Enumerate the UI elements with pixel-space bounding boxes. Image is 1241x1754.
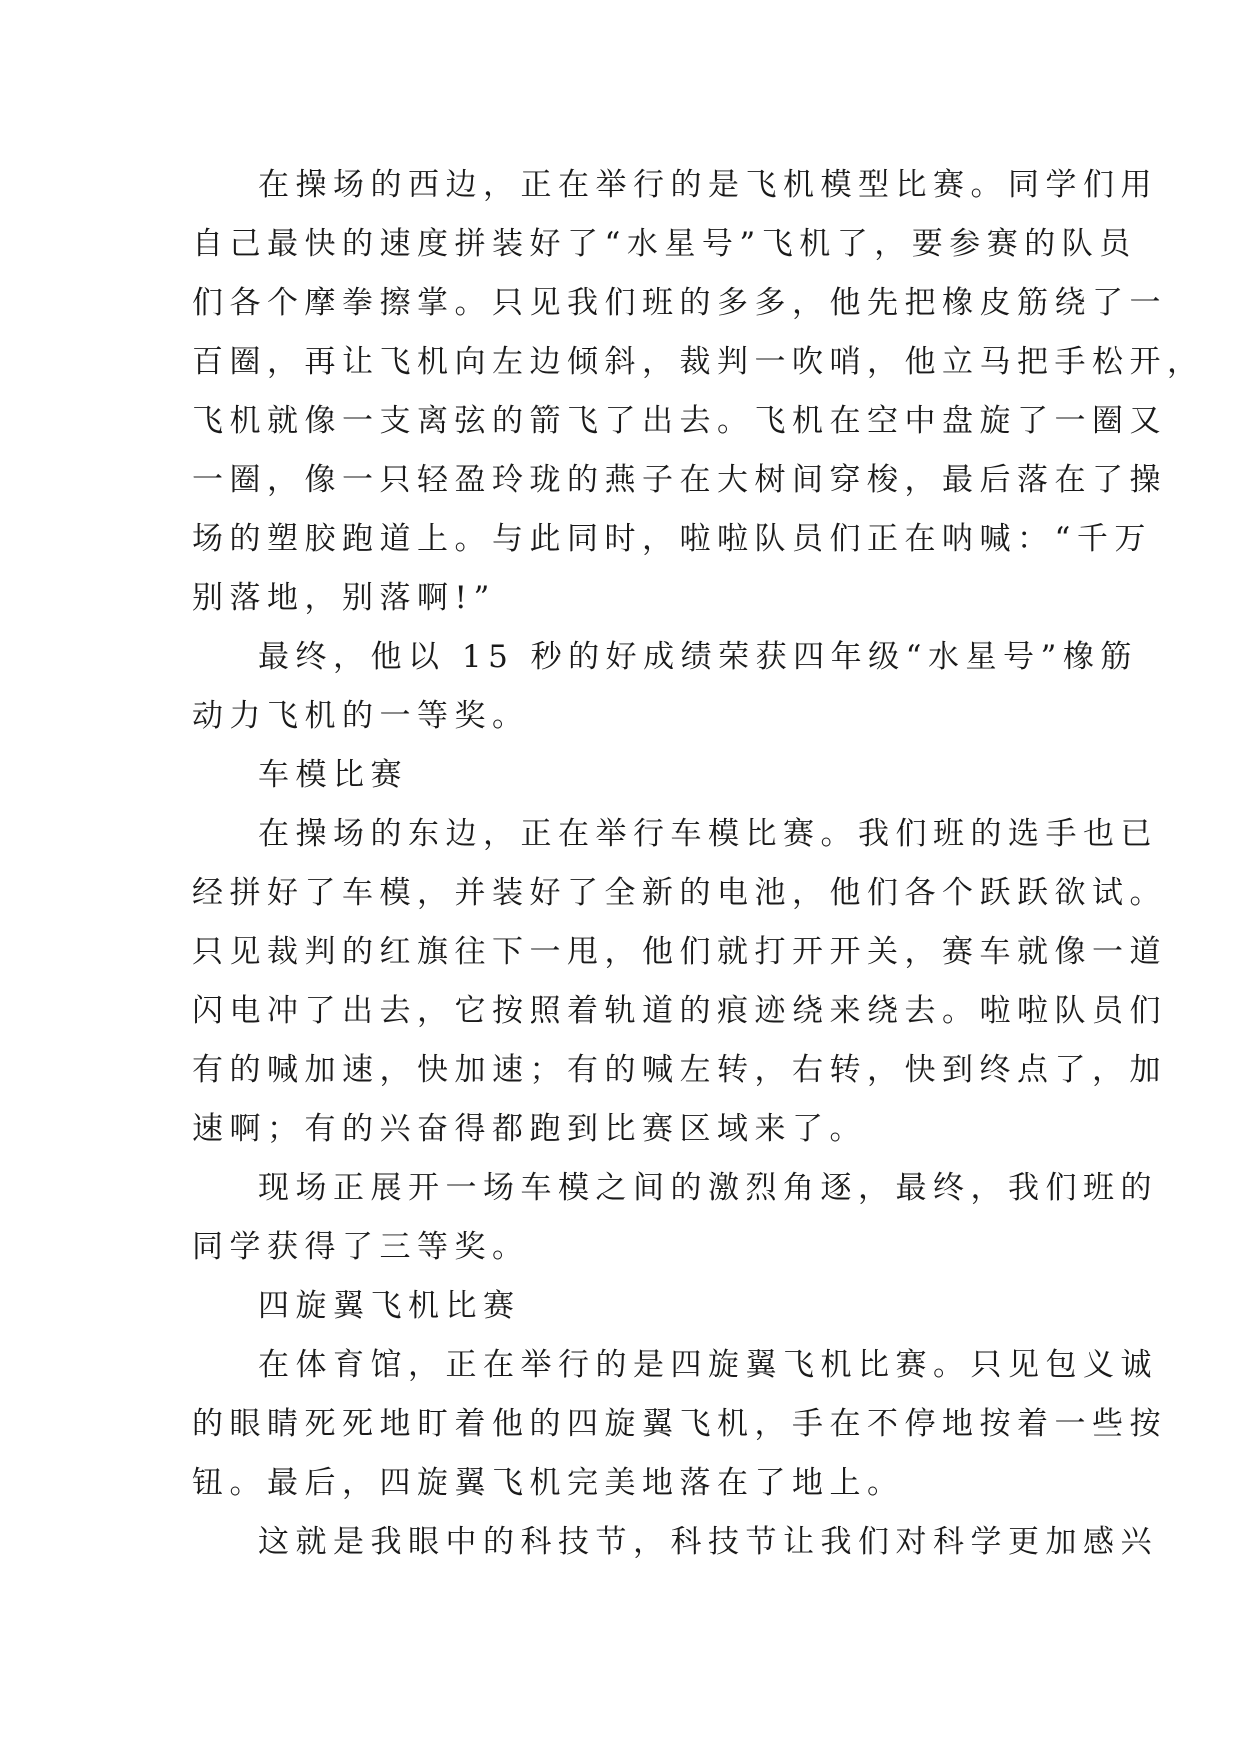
text-line: 四旋翼飞机比赛 [258,1288,521,1324]
text-line: 在体育馆，正在举行的是四旋翼飞机比赛。只见包义诚 [258,1347,1158,1383]
text-line: 同学获得了三等奖。 [192,1229,530,1265]
text-line: 车模比赛 [258,757,408,793]
text-line: 最终，他以 15 秒的好成绩荣获四年级“水星号”橡筋 [258,639,1138,675]
text-line: 钮。最后，四旋翼飞机完美地落在了地上。 [192,1465,905,1501]
text-line: 们各个摩拳擦掌。只见我们班的多多，他先把橡皮筋绕了一 [192,285,1167,321]
text-line: 在操场的东边，正在举行车模比赛。我们班的选手也已 [258,816,1158,852]
text-line: 飞机就像一支离弦的箭飞了出去。飞机在空中盘旋了一圈又 [192,403,1167,439]
text-line: 百圈，再让飞机向左边倾斜，裁判一吹哨，他立马把手松开， [192,344,1205,380]
text-line: 动力飞机的一等奖。 [192,698,530,734]
text-line: 经拼好了车模，并装好了全新的电池，他们各个跃跃欲试。 [192,875,1167,911]
text-line: 一圈，像一只轻盈玲珑的燕子在大树间穿梭，最后落在了操 [192,462,1167,498]
text-line: 场的塑胶跑道上。与此同时，啦啦队员们正在呐喊：“千万 [192,521,1152,557]
text-line: 有的喊加速，快加速；有的喊左转，右转，快到终点了，加 [192,1052,1167,1088]
text-line: 现场正展开一场车模之间的激烈角逐，最终，我们班的 [258,1170,1158,1206]
text-line: 速啊；有的兴奋得都跑到比赛区域来了。 [192,1111,867,1147]
text-line: 在操场的西边，正在举行的是飞机模型比赛。同学们用 [258,167,1158,203]
text-line: 的眼睛死死地盯着他的四旋翼飞机，手在不停地按着一些按 [192,1406,1167,1442]
text-line: 这就是我眼中的科技节，科技节让我们对科学更加感兴 [258,1524,1158,1560]
text-line: 只见裁判的红旗往下一甩，他们就打开开关，赛车就像一道 [192,934,1167,970]
text-line: 闪电冲了出去，它按照着轨道的痕迹绕来绕去。啦啦队员们 [192,993,1167,1029]
text-line: 自己最快的速度拼装好了“水星号”飞机了，要参赛的队员 [192,226,1137,262]
document-body [192,156,1205,1572]
text-line: 别落地，别落啊!” [192,580,496,616]
